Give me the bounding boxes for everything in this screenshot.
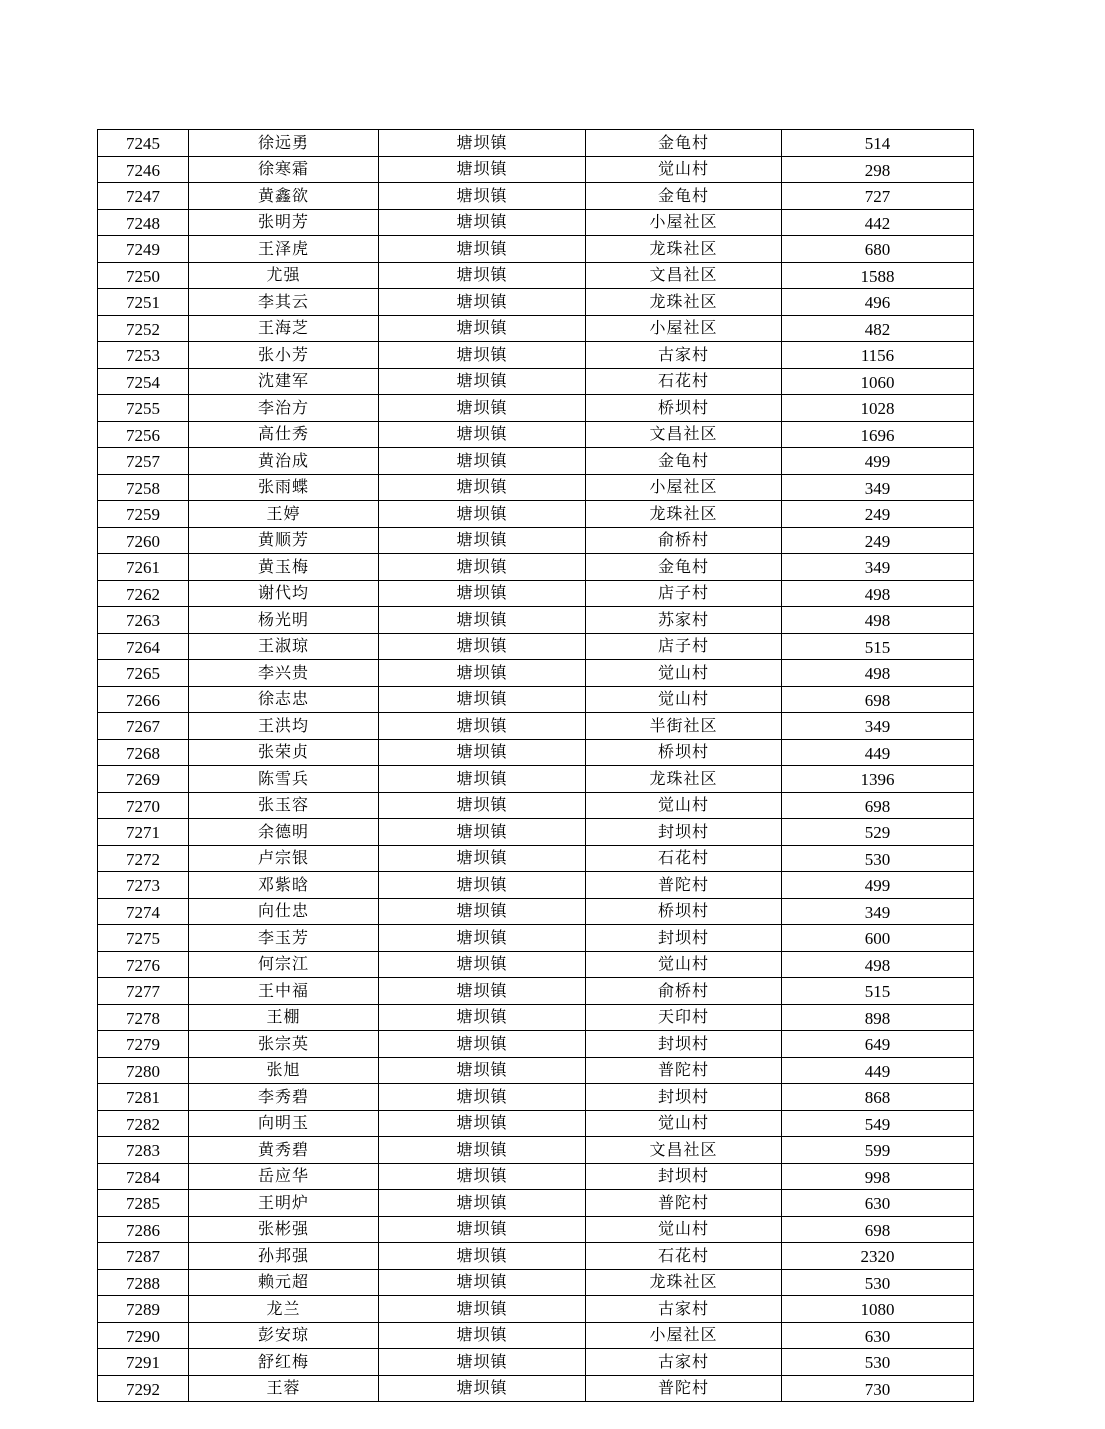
cell-town: 塘坝镇 bbox=[379, 368, 586, 395]
cell-village: 桥坝村 bbox=[586, 395, 782, 422]
cell-person-name: 卢宗银 bbox=[189, 845, 379, 872]
cell-amount: 515 bbox=[782, 633, 974, 660]
cell-town: 塘坝镇 bbox=[379, 421, 586, 448]
table-row bbox=[98, 792, 974, 819]
cell-serial-number: 7254 bbox=[98, 368, 189, 395]
cell-village: 金龟村 bbox=[586, 554, 782, 581]
cell-town: 塘坝镇 bbox=[379, 209, 586, 236]
cell-person-name: 孙邦强 bbox=[189, 1243, 379, 1270]
cell-village: 普陀村 bbox=[586, 1190, 782, 1217]
cell-person-name: 王蓉 bbox=[189, 1375, 379, 1402]
table-row bbox=[98, 236, 974, 263]
table-row bbox=[98, 1084, 974, 1111]
table-row bbox=[98, 130, 974, 157]
cell-village: 石花村 bbox=[586, 368, 782, 395]
cell-town: 塘坝镇 bbox=[379, 845, 586, 872]
cell-amount: 515 bbox=[782, 978, 974, 1005]
table-row bbox=[98, 660, 974, 687]
table-row bbox=[98, 1375, 974, 1402]
cell-serial-number: 7271 bbox=[98, 819, 189, 846]
table-row bbox=[98, 395, 974, 422]
cell-serial-number: 7247 bbox=[98, 183, 189, 210]
cell-village: 封坝村 bbox=[586, 1084, 782, 1111]
table-row bbox=[98, 156, 974, 183]
cell-town: 塘坝镇 bbox=[379, 130, 586, 157]
cell-person-name: 谢代均 bbox=[189, 580, 379, 607]
cell-village: 金龟村 bbox=[586, 130, 782, 157]
table-row bbox=[98, 262, 974, 289]
cell-serial-number: 7249 bbox=[98, 236, 189, 263]
cell-person-name: 李兴贵 bbox=[189, 660, 379, 687]
cell-serial-number: 7274 bbox=[98, 898, 189, 925]
cell-village: 苏家村 bbox=[586, 607, 782, 634]
cell-person-name: 徐寒霜 bbox=[189, 156, 379, 183]
cell-amount: 1156 bbox=[782, 342, 974, 369]
cell-amount: 630 bbox=[782, 1322, 974, 1349]
cell-town: 塘坝镇 bbox=[379, 872, 586, 899]
cell-town: 塘坝镇 bbox=[379, 236, 586, 263]
cell-village: 文昌社区 bbox=[586, 1137, 782, 1164]
cell-village: 石花村 bbox=[586, 1243, 782, 1270]
cell-village: 小屋社区 bbox=[586, 209, 782, 236]
table-row bbox=[98, 1057, 974, 1084]
cell-person-name: 向仕忠 bbox=[189, 898, 379, 925]
cell-amount: 349 bbox=[782, 898, 974, 925]
cell-village: 封坝村 bbox=[586, 819, 782, 846]
cell-person-name: 张荣贞 bbox=[189, 739, 379, 766]
table-row bbox=[98, 554, 974, 581]
cell-amount: 530 bbox=[782, 1349, 974, 1376]
table-row bbox=[98, 474, 974, 501]
table-row bbox=[98, 289, 974, 316]
cell-amount: 449 bbox=[782, 1057, 974, 1084]
cell-town: 塘坝镇 bbox=[379, 1004, 586, 1031]
cell-serial-number: 7291 bbox=[98, 1349, 189, 1376]
cell-town: 塘坝镇 bbox=[379, 395, 586, 422]
table-row bbox=[98, 739, 974, 766]
cell-serial-number: 7282 bbox=[98, 1110, 189, 1137]
table-row bbox=[98, 1269, 974, 1296]
cell-person-name: 王海芝 bbox=[189, 315, 379, 342]
table-row bbox=[98, 845, 974, 872]
cell-serial-number: 7266 bbox=[98, 686, 189, 713]
cell-person-name: 王明炉 bbox=[189, 1190, 379, 1217]
cell-town: 塘坝镇 bbox=[379, 342, 586, 369]
cell-serial-number: 7280 bbox=[98, 1057, 189, 1084]
cell-person-name: 杨光明 bbox=[189, 607, 379, 634]
cell-serial-number: 7263 bbox=[98, 607, 189, 634]
table-row bbox=[98, 951, 974, 978]
cell-amount: 298 bbox=[782, 156, 974, 183]
cell-person-name: 张雨蝶 bbox=[189, 474, 379, 501]
cell-town: 塘坝镇 bbox=[379, 792, 586, 819]
cell-village: 普陀村 bbox=[586, 1375, 782, 1402]
table-row bbox=[98, 580, 974, 607]
cell-person-name: 王泽虎 bbox=[189, 236, 379, 263]
cell-town: 塘坝镇 bbox=[379, 1110, 586, 1137]
cell-serial-number: 7275 bbox=[98, 925, 189, 952]
table-row bbox=[98, 978, 974, 1005]
cell-amount: 349 bbox=[782, 474, 974, 501]
table-row bbox=[98, 448, 974, 475]
cell-village: 龙珠社区 bbox=[586, 236, 782, 263]
cell-town: 塘坝镇 bbox=[379, 819, 586, 846]
cell-amount: 249 bbox=[782, 527, 974, 554]
cell-town: 塘坝镇 bbox=[379, 289, 586, 316]
roster-table-body bbox=[98, 130, 974, 1402]
table-row bbox=[98, 315, 974, 342]
cell-amount: 680 bbox=[782, 236, 974, 263]
cell-town: 塘坝镇 bbox=[379, 554, 586, 581]
cell-serial-number: 7262 bbox=[98, 580, 189, 607]
cell-serial-number: 7278 bbox=[98, 1004, 189, 1031]
cell-serial-number: 7245 bbox=[98, 130, 189, 157]
table-row bbox=[98, 1110, 974, 1137]
cell-serial-number: 7269 bbox=[98, 766, 189, 793]
cell-town: 塘坝镇 bbox=[379, 580, 586, 607]
table-row bbox=[98, 925, 974, 952]
cell-person-name: 张小芳 bbox=[189, 342, 379, 369]
cell-village: 觉山村 bbox=[586, 792, 782, 819]
cell-amount: 1028 bbox=[782, 395, 974, 422]
cell-serial-number: 7257 bbox=[98, 448, 189, 475]
cell-village: 古家村 bbox=[586, 342, 782, 369]
table-row bbox=[98, 1137, 974, 1164]
cell-town: 塘坝镇 bbox=[379, 1137, 586, 1164]
cell-village: 龙珠社区 bbox=[586, 1269, 782, 1296]
cell-person-name: 余德明 bbox=[189, 819, 379, 846]
cell-amount: 1696 bbox=[782, 421, 974, 448]
cell-town: 塘坝镇 bbox=[379, 1031, 586, 1058]
cell-serial-number: 7248 bbox=[98, 209, 189, 236]
cell-amount: 499 bbox=[782, 448, 974, 475]
cell-amount: 868 bbox=[782, 1084, 974, 1111]
cell-person-name: 王淑琼 bbox=[189, 633, 379, 660]
cell-person-name: 徐志忠 bbox=[189, 686, 379, 713]
cell-person-name: 王棚 bbox=[189, 1004, 379, 1031]
cell-amount: 698 bbox=[782, 792, 974, 819]
cell-serial-number: 7268 bbox=[98, 739, 189, 766]
cell-person-name: 高仕秀 bbox=[189, 421, 379, 448]
cell-village: 龙珠社区 bbox=[586, 501, 782, 528]
cell-serial-number: 7289 bbox=[98, 1296, 189, 1323]
cell-town: 塘坝镇 bbox=[379, 1057, 586, 1084]
cell-amount: 599 bbox=[782, 1137, 974, 1164]
cell-serial-number: 7290 bbox=[98, 1322, 189, 1349]
cell-village: 桥坝村 bbox=[586, 739, 782, 766]
cell-serial-number: 7273 bbox=[98, 872, 189, 899]
cell-village: 桥坝村 bbox=[586, 898, 782, 925]
cell-amount: 498 bbox=[782, 607, 974, 634]
cell-amount: 998 bbox=[782, 1163, 974, 1190]
cell-amount: 496 bbox=[782, 289, 974, 316]
cell-serial-number: 7285 bbox=[98, 1190, 189, 1217]
cell-village: 文昌社区 bbox=[586, 421, 782, 448]
cell-town: 塘坝镇 bbox=[379, 686, 586, 713]
cell-amount: 898 bbox=[782, 1004, 974, 1031]
cell-town: 塘坝镇 bbox=[379, 739, 586, 766]
cell-town: 塘坝镇 bbox=[379, 1375, 586, 1402]
table-row bbox=[98, 342, 974, 369]
cell-village: 觉山村 bbox=[586, 1110, 782, 1137]
cell-village: 觉山村 bbox=[586, 156, 782, 183]
cell-serial-number: 7276 bbox=[98, 951, 189, 978]
cell-person-name: 黄治成 bbox=[189, 448, 379, 475]
cell-person-name: 张旭 bbox=[189, 1057, 379, 1084]
cell-person-name: 舒红梅 bbox=[189, 1349, 379, 1376]
cell-town: 塘坝镇 bbox=[379, 262, 586, 289]
cell-town: 塘坝镇 bbox=[379, 448, 586, 475]
cell-town: 塘坝镇 bbox=[379, 156, 586, 183]
cell-town: 塘坝镇 bbox=[379, 501, 586, 528]
cell-village: 文昌社区 bbox=[586, 262, 782, 289]
cell-serial-number: 7284 bbox=[98, 1163, 189, 1190]
cell-serial-number: 7264 bbox=[98, 633, 189, 660]
cell-person-name: 沈建军 bbox=[189, 368, 379, 395]
cell-serial-number: 7270 bbox=[98, 792, 189, 819]
table-row bbox=[98, 1031, 974, 1058]
cell-serial-number: 7253 bbox=[98, 342, 189, 369]
cell-village: 金龟村 bbox=[586, 183, 782, 210]
table-row bbox=[98, 1163, 974, 1190]
cell-town: 塘坝镇 bbox=[379, 1349, 586, 1376]
cell-person-name: 张明芳 bbox=[189, 209, 379, 236]
cell-town: 塘坝镇 bbox=[379, 1243, 586, 1270]
cell-village: 封坝村 bbox=[586, 1163, 782, 1190]
cell-town: 塘坝镇 bbox=[379, 978, 586, 1005]
cell-person-name: 李秀碧 bbox=[189, 1084, 379, 1111]
table-row bbox=[98, 183, 974, 210]
cell-village: 半街社区 bbox=[586, 713, 782, 740]
table-row bbox=[98, 633, 974, 660]
cell-serial-number: 7250 bbox=[98, 262, 189, 289]
cell-amount: 530 bbox=[782, 845, 974, 872]
cell-town: 塘坝镇 bbox=[379, 607, 586, 634]
cell-town: 塘坝镇 bbox=[379, 1296, 586, 1323]
table-row bbox=[98, 766, 974, 793]
cell-amount: 498 bbox=[782, 580, 974, 607]
cell-amount: 549 bbox=[782, 1110, 974, 1137]
cell-serial-number: 7288 bbox=[98, 1269, 189, 1296]
cell-town: 塘坝镇 bbox=[379, 1190, 586, 1217]
cell-amount: 482 bbox=[782, 315, 974, 342]
table-row bbox=[98, 501, 974, 528]
cell-person-name: 何宗江 bbox=[189, 951, 379, 978]
table-row bbox=[98, 527, 974, 554]
cell-town: 塘坝镇 bbox=[379, 766, 586, 793]
cell-serial-number: 7267 bbox=[98, 713, 189, 740]
cell-village: 龙珠社区 bbox=[586, 766, 782, 793]
cell-serial-number: 7287 bbox=[98, 1243, 189, 1270]
table-row bbox=[98, 713, 974, 740]
cell-person-name: 李其云 bbox=[189, 289, 379, 316]
table-row bbox=[98, 898, 974, 925]
cell-amount: 2320 bbox=[782, 1243, 974, 1270]
cell-amount: 730 bbox=[782, 1375, 974, 1402]
table-row bbox=[98, 368, 974, 395]
cell-village: 小屋社区 bbox=[586, 315, 782, 342]
table-row bbox=[98, 1190, 974, 1217]
cell-serial-number: 7255 bbox=[98, 395, 189, 422]
cell-village: 普陀村 bbox=[586, 1057, 782, 1084]
cell-village: 觉山村 bbox=[586, 660, 782, 687]
table-row bbox=[98, 607, 974, 634]
cell-person-name: 黄顺芳 bbox=[189, 527, 379, 554]
cell-person-name: 李治方 bbox=[189, 395, 379, 422]
cell-amount: 349 bbox=[782, 713, 974, 740]
roster-table bbox=[97, 129, 974, 1402]
cell-serial-number: 7272 bbox=[98, 845, 189, 872]
cell-village: 俞桥村 bbox=[586, 527, 782, 554]
table-row bbox=[98, 686, 974, 713]
cell-person-name: 王洪均 bbox=[189, 713, 379, 740]
cell-amount: 498 bbox=[782, 660, 974, 687]
cell-town: 塘坝镇 bbox=[379, 527, 586, 554]
cell-town: 塘坝镇 bbox=[379, 1163, 586, 1190]
cell-amount: 727 bbox=[782, 183, 974, 210]
cell-village: 古家村 bbox=[586, 1296, 782, 1323]
cell-serial-number: 7281 bbox=[98, 1084, 189, 1111]
cell-person-name: 李玉芳 bbox=[189, 925, 379, 952]
cell-serial-number: 7292 bbox=[98, 1375, 189, 1402]
cell-amount: 449 bbox=[782, 739, 974, 766]
cell-person-name: 赖元超 bbox=[189, 1269, 379, 1296]
cell-town: 塘坝镇 bbox=[379, 951, 586, 978]
cell-amount: 498 bbox=[782, 951, 974, 978]
cell-serial-number: 7251 bbox=[98, 289, 189, 316]
cell-amount: 349 bbox=[782, 554, 974, 581]
cell-person-name: 尤强 bbox=[189, 262, 379, 289]
cell-village: 觉山村 bbox=[586, 1216, 782, 1243]
cell-person-name: 张彬强 bbox=[189, 1216, 379, 1243]
cell-serial-number: 7260 bbox=[98, 527, 189, 554]
cell-village: 石花村 bbox=[586, 845, 782, 872]
cell-amount: 630 bbox=[782, 1190, 974, 1217]
cell-person-name: 岳应华 bbox=[189, 1163, 379, 1190]
cell-person-name: 张玉容 bbox=[189, 792, 379, 819]
cell-serial-number: 7261 bbox=[98, 554, 189, 581]
table-row bbox=[98, 1216, 974, 1243]
cell-serial-number: 7286 bbox=[98, 1216, 189, 1243]
cell-village: 店子村 bbox=[586, 580, 782, 607]
cell-village: 金龟村 bbox=[586, 448, 782, 475]
cell-amount: 499 bbox=[782, 872, 974, 899]
cell-village: 天印村 bbox=[586, 1004, 782, 1031]
table-row bbox=[98, 1243, 974, 1270]
cell-village: 古家村 bbox=[586, 1349, 782, 1376]
cell-amount: 1080 bbox=[782, 1296, 974, 1323]
cell-town: 塘坝镇 bbox=[379, 660, 586, 687]
cell-amount: 249 bbox=[782, 501, 974, 528]
table-row bbox=[98, 1322, 974, 1349]
cell-person-name: 彭安琼 bbox=[189, 1322, 379, 1349]
cell-serial-number: 7277 bbox=[98, 978, 189, 1005]
cell-town: 塘坝镇 bbox=[379, 1216, 586, 1243]
cell-serial-number: 7246 bbox=[98, 156, 189, 183]
cell-serial-number: 7258 bbox=[98, 474, 189, 501]
cell-amount: 1588 bbox=[782, 262, 974, 289]
cell-amount: 600 bbox=[782, 925, 974, 952]
cell-town: 塘坝镇 bbox=[379, 315, 586, 342]
cell-person-name: 徐远勇 bbox=[189, 130, 379, 157]
cell-amount: 530 bbox=[782, 1269, 974, 1296]
table-row bbox=[98, 421, 974, 448]
cell-person-name: 龙兰 bbox=[189, 1296, 379, 1323]
cell-amount: 1060 bbox=[782, 368, 974, 395]
cell-amount: 649 bbox=[782, 1031, 974, 1058]
cell-serial-number: 7256 bbox=[98, 421, 189, 448]
cell-village: 俞桥村 bbox=[586, 978, 782, 1005]
table-row bbox=[98, 1296, 974, 1323]
cell-village: 小屋社区 bbox=[586, 1322, 782, 1349]
cell-amount: 442 bbox=[782, 209, 974, 236]
cell-person-name: 邓紫晗 bbox=[189, 872, 379, 899]
cell-amount: 698 bbox=[782, 1216, 974, 1243]
cell-serial-number: 7259 bbox=[98, 501, 189, 528]
cell-amount: 698 bbox=[782, 686, 974, 713]
cell-village: 店子村 bbox=[586, 633, 782, 660]
cell-person-name: 黄秀碧 bbox=[189, 1137, 379, 1164]
cell-town: 塘坝镇 bbox=[379, 1322, 586, 1349]
cell-town: 塘坝镇 bbox=[379, 898, 586, 925]
cell-village: 龙珠社区 bbox=[586, 289, 782, 316]
cell-person-name: 黄鑫欲 bbox=[189, 183, 379, 210]
cell-town: 塘坝镇 bbox=[379, 633, 586, 660]
cell-serial-number: 7279 bbox=[98, 1031, 189, 1058]
cell-town: 塘坝镇 bbox=[379, 1084, 586, 1111]
cell-person-name: 王中福 bbox=[189, 978, 379, 1005]
table-row bbox=[98, 819, 974, 846]
cell-town: 塘坝镇 bbox=[379, 925, 586, 952]
cell-person-name: 张宗英 bbox=[189, 1031, 379, 1058]
cell-amount: 514 bbox=[782, 130, 974, 157]
cell-serial-number: 7252 bbox=[98, 315, 189, 342]
cell-town: 塘坝镇 bbox=[379, 183, 586, 210]
cell-amount: 529 bbox=[782, 819, 974, 846]
cell-person-name: 陈雪兵 bbox=[189, 766, 379, 793]
cell-person-name: 黄玉梅 bbox=[189, 554, 379, 581]
table-row bbox=[98, 1349, 974, 1376]
table-row bbox=[98, 872, 974, 899]
cell-amount: 1396 bbox=[782, 766, 974, 793]
cell-village: 小屋社区 bbox=[586, 474, 782, 501]
cell-person-name: 王婷 bbox=[189, 501, 379, 528]
cell-village: 封坝村 bbox=[586, 1031, 782, 1058]
cell-village: 封坝村 bbox=[586, 925, 782, 952]
cell-serial-number: 7265 bbox=[98, 660, 189, 687]
cell-village: 普陀村 bbox=[586, 872, 782, 899]
cell-village: 觉山村 bbox=[586, 951, 782, 978]
cell-town: 塘坝镇 bbox=[379, 1269, 586, 1296]
cell-village: 觉山村 bbox=[586, 686, 782, 713]
cell-town: 塘坝镇 bbox=[379, 474, 586, 501]
cell-town: 塘坝镇 bbox=[379, 713, 586, 740]
table-row bbox=[98, 209, 974, 236]
cell-serial-number: 7283 bbox=[98, 1137, 189, 1164]
cell-person-name: 向明玉 bbox=[189, 1110, 379, 1137]
table-row bbox=[98, 1004, 974, 1031]
